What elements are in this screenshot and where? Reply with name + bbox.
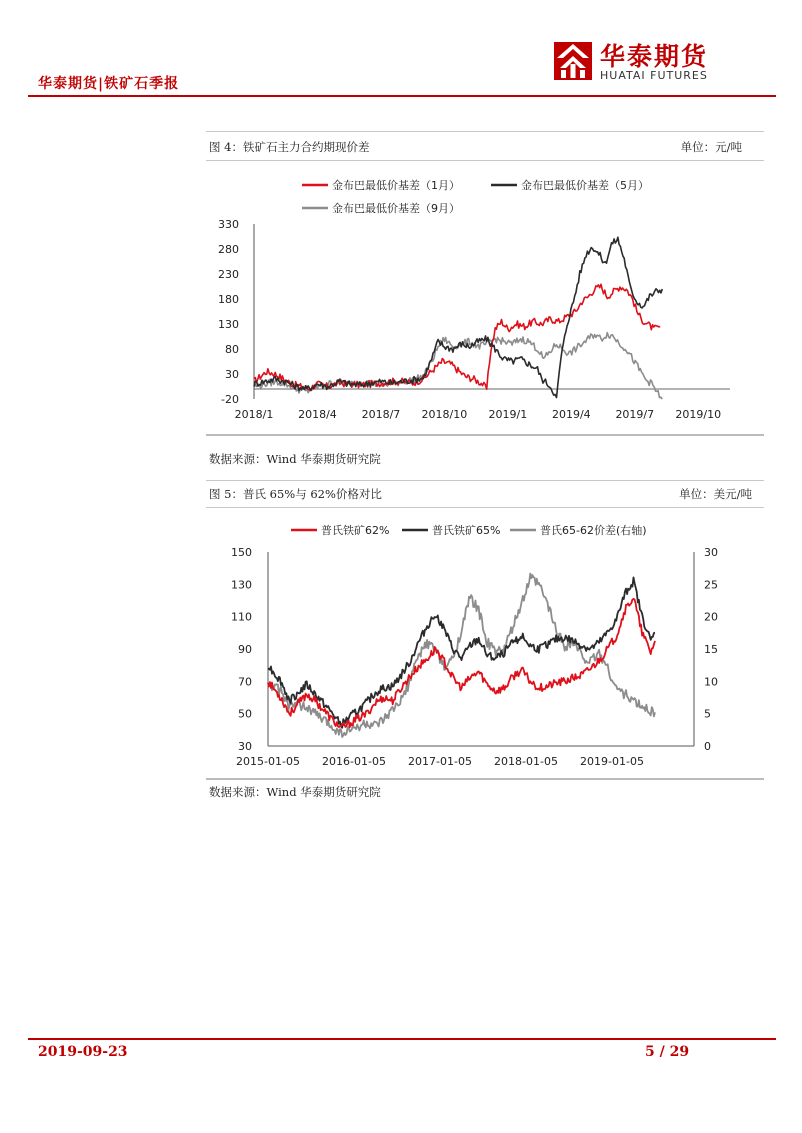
figure5-top-rule: [206, 480, 764, 481]
figure5-source: 数据来源：Wind 华泰期货研究院: [209, 785, 381, 799]
platts-price-chart: [206, 509, 764, 777]
figure4-caption-rule: [206, 160, 764, 161]
chart4-legend-item: [302, 178, 460, 192]
chart4-y-tick: 180: [218, 293, 239, 306]
footer-divider: [28, 1038, 776, 1040]
chart5-legend-label: 普氏65-62价差(右轴): [540, 524, 647, 537]
chart5-y-tick: 30: [238, 740, 252, 753]
chart4-y-tick: 230: [218, 268, 239, 281]
figure4-unit: 单位：元/吨: [680, 140, 742, 154]
chart5-y-tick: 110: [231, 610, 252, 624]
chart4-series-line: [254, 237, 662, 397]
chart4-x-tick: 2018/1: [234, 408, 274, 421]
chart5-legend-label: 普氏铁矿62%: [321, 524, 390, 537]
report-title: 华泰期货|铁矿石季报: [38, 76, 180, 92]
chart5-y-tick: 70: [238, 675, 252, 689]
chart4-series-line: [254, 284, 660, 390]
chart5-y2-tick: 25: [704, 578, 718, 592]
chart5-y-tick: 50: [238, 707, 252, 721]
chart5-legend-item: [291, 523, 389, 537]
chart5-y-tick: 90: [238, 643, 252, 656]
chart4-legend-item: [491, 178, 649, 192]
chart4-legend-item: [302, 201, 460, 215]
figure5-unit: 单位：美元/吨: [679, 487, 752, 501]
chart5-x-tick: 2019-01-05: [580, 755, 644, 768]
chart4-x-tick: 2018/4: [298, 408, 337, 421]
basis-spread-chart: [206, 162, 764, 432]
chart5-x-tick: 2016-01-05: [322, 755, 386, 768]
header-divider: [28, 95, 776, 97]
report-date: 2019-09-23: [38, 1044, 128, 1060]
page-number: 5 / 29: [645, 1044, 690, 1060]
chart4-y-tick: 330: [218, 218, 239, 231]
figure4-caption: 图 4：铁矿石主力合约期现价差: [209, 140, 370, 154]
chart4-x-tick: 2018/10: [421, 408, 468, 421]
figure5-caption-rule: [206, 507, 764, 508]
figure5-caption: 图 5：普氏 65%与 62%价格对比: [209, 487, 382, 501]
chart5-y2-tick: 30: [704, 546, 718, 559]
chart5-legend-label: 普氏铁矿65%: [432, 524, 501, 537]
figure4-bottom-rule: [206, 434, 764, 436]
chart5-x-tick: 2015-01-05: [236, 755, 300, 768]
chart5-y2-tick: 20: [704, 610, 718, 624]
chart5-legend-item: [402, 523, 500, 537]
chart5-y-tick: 130: [231, 578, 252, 592]
chart4-y-tick: 280: [218, 243, 239, 256]
chart5-y2-tick: 0: [704, 740, 711, 753]
chart4-x-tick: 2019/10: [675, 408, 722, 421]
chart4-x-tick: 2019/7: [615, 408, 655, 421]
chart5-x-tick: 2018-01-05: [494, 755, 558, 768]
chart5-legend-item: [510, 523, 647, 537]
chart4-y-tick: -20: [221, 393, 239, 406]
chart5-y-tick: 150: [231, 546, 252, 559]
chart4-x-tick: 2019/1: [488, 408, 528, 421]
figure4-source: 数据来源：Wind 华泰期货研究院: [209, 452, 381, 466]
chart4-legend-label: 金布巴最低价基差（9月）: [332, 202, 460, 215]
chart4-legend-label: 金布巴最低价基差（5月）: [521, 179, 649, 192]
chart4-x-tick: 2018/7: [361, 408, 401, 421]
chart4-legend-label: 金布巴最低价基差（1月）: [332, 179, 460, 192]
figure5-bottom-rule: [206, 778, 764, 780]
chart4-y-tick: 130: [218, 318, 239, 331]
logo-text-en: HUATAI FUTURES: [600, 69, 708, 82]
chart5-y2-tick: 15: [704, 643, 718, 656]
figure4-top-rule: [206, 131, 764, 132]
chart4-y-tick: 30: [225, 368, 239, 381]
chart5-y2-tick: 5: [704, 707, 711, 721]
logo-text-cn: 华泰期货: [600, 42, 709, 71]
chart5-series-line: [268, 599, 655, 727]
chart4-x-tick: 2019/4: [551, 408, 591, 421]
chart5-y2-tick: 10: [704, 675, 718, 689]
chart4-y-tick: 80: [225, 343, 239, 356]
chart5-x-tick: 2017-01-05: [408, 755, 472, 768]
